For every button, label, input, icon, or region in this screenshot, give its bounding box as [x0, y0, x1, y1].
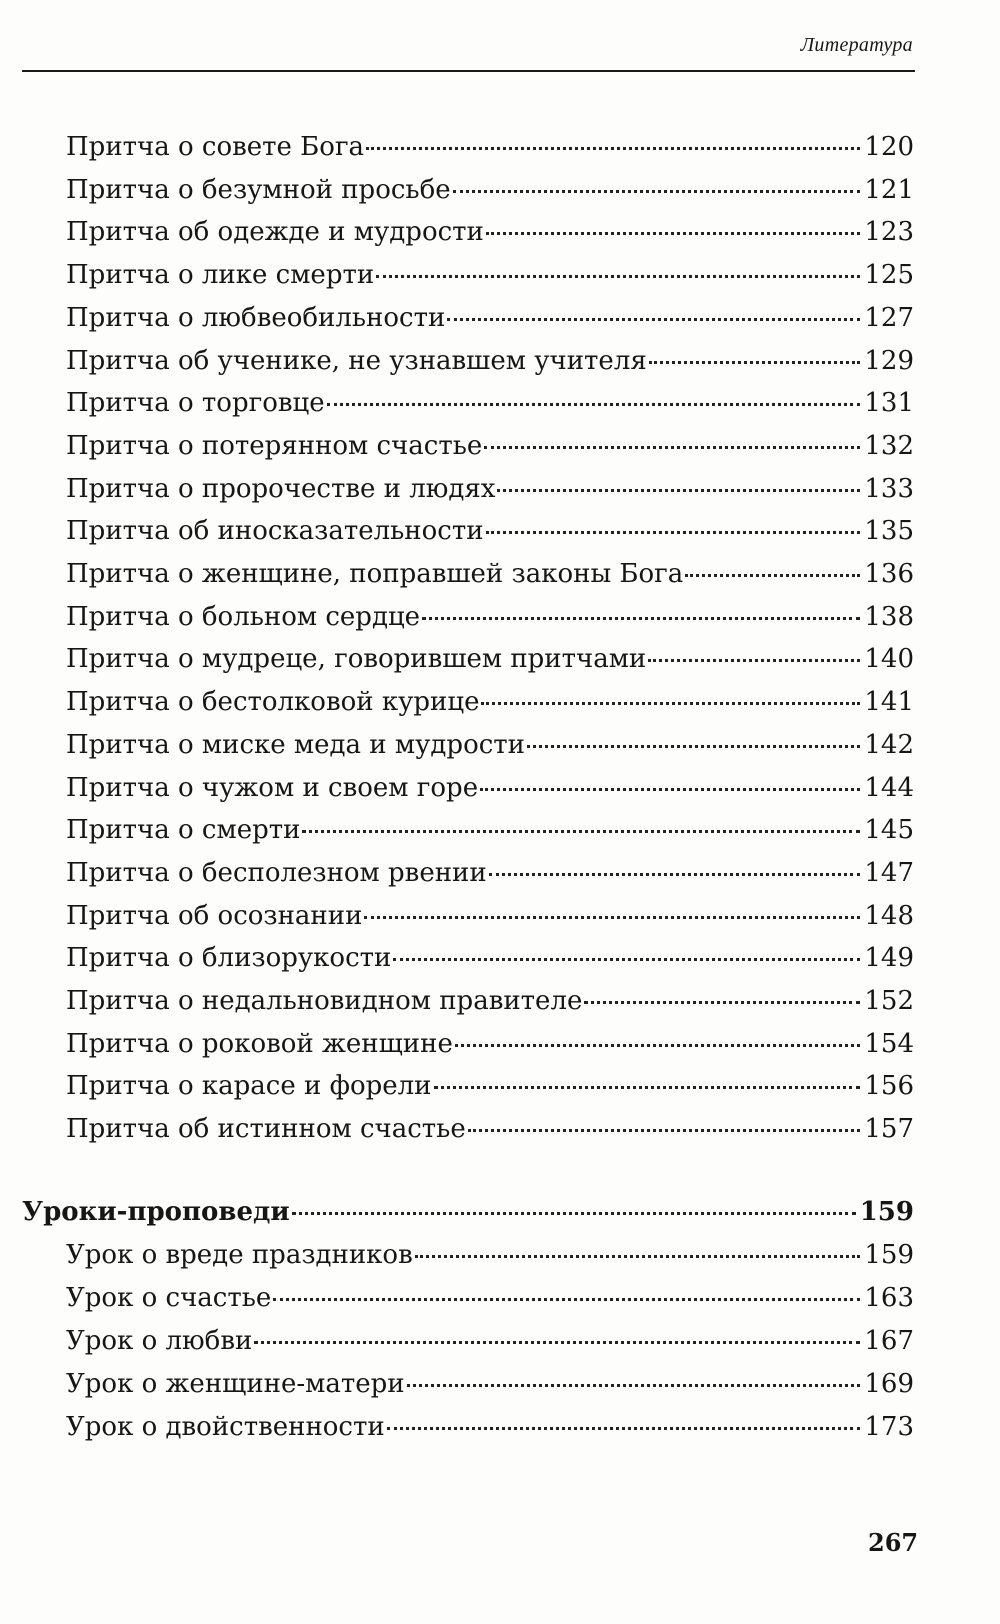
dot-leader: [486, 531, 861, 534]
toc-entry: [66, 986, 914, 1024]
toc-entry-title: Притча о карасе и форели: [66, 1071, 432, 1102]
toc-entry: [66, 602, 914, 640]
toc-entry-page: 148: [864, 900, 914, 931]
toc-entry: [66, 644, 914, 682]
toc-entry: [66, 858, 914, 896]
toc-entry: [66, 901, 914, 939]
toc-entry-page: 138: [864, 601, 914, 632]
toc-section-page: 159: [859, 1197, 914, 1227]
toc-entry-title: Урок о женщине-матери: [66, 1369, 405, 1399]
toc-entry: [66, 217, 914, 255]
toc-entry-title: Урок о счастье: [66, 1283, 272, 1313]
dot-leader: [649, 361, 861, 364]
toc-entry-title: Притча о смерти: [66, 815, 301, 846]
toc-entry-page: 163: [864, 1283, 914, 1313]
dot-leader: [486, 232, 860, 235]
toc-entry-title: Урок о любви: [66, 1326, 253, 1356]
toc-entry-page: 169: [864, 1369, 914, 1399]
toc-entry-page: 142: [864, 729, 914, 760]
toc-entry-page: 157: [864, 1114, 914, 1145]
toc-entry: [66, 303, 914, 341]
dot-leader: [685, 574, 860, 577]
toc-entry-title: Притча о женщине, поправшей законы Бога: [66, 559, 684, 589]
dot-leader: [393, 958, 860, 961]
dot-leader: [407, 1384, 861, 1387]
toc-entry-title: Притча о лике смерти: [66, 260, 375, 291]
toc-entry: [66, 474, 914, 512]
dot-leader: [292, 1212, 856, 1215]
toc-entry-page: 123: [864, 217, 914, 248]
toc-entry: [66, 388, 914, 426]
toc-entry-page: 131: [864, 388, 914, 419]
toc-entry-title: Притча о пророчестве и людях: [66, 473, 496, 504]
toc-entry-page: 145: [864, 815, 914, 846]
toc-entry: [66, 431, 914, 469]
toc-entry: [66, 815, 914, 853]
toc-entry-title: Притча об одежде и мудрости: [66, 217, 484, 248]
running-header: [22, 26, 915, 72]
toc-entry: [66, 346, 914, 384]
toc-entry-title: Притча об истинном счастье: [66, 1114, 466, 1145]
toc-entry-title: Притча об ученике, не узнавшем учителя: [66, 345, 647, 376]
toc-entry: [66, 559, 914, 597]
dot-leader: [376, 275, 860, 278]
toc-entry-title: Притча о мудреце, говорившем притчами: [66, 644, 647, 675]
toc-entry-title: Притча о роковой женщине: [66, 1028, 453, 1059]
toc-entry: [66, 773, 914, 811]
toc-entry-title: Притча о любвеобильности: [66, 302, 446, 333]
toc-entry: [66, 1071, 914, 1109]
toc-entry-title: Притча об иносказательности: [66, 516, 484, 547]
dot-leader: [468, 1129, 861, 1132]
toc-section-title: Уроки-проповеди: [22, 1197, 290, 1227]
toc-entry-page: 149: [864, 943, 914, 974]
toc-entry-page: 140: [864, 644, 914, 675]
dot-leader: [422, 617, 860, 620]
toc-entry-page: 144: [864, 772, 914, 803]
toc-entry-page: 127: [864, 302, 914, 333]
running-title: Литература: [800, 34, 913, 56]
dot-leader: [481, 702, 860, 705]
toc-entry-page: 156: [864, 1071, 914, 1102]
toc-entry-title: Притча о чужом и своем горе: [66, 772, 479, 803]
dot-leader: [648, 659, 860, 662]
dot-leader: [584, 1001, 860, 1004]
dot-leader: [434, 1086, 861, 1089]
toc-entry-page: 141: [864, 687, 914, 718]
dot-leader: [527, 745, 860, 748]
toc-entry-page: 129: [864, 345, 914, 376]
toc-entry-page: 154: [864, 1028, 914, 1059]
toc-entry-title: Притча о близорукости: [66, 943, 392, 974]
toc-entry-page: 136: [864, 559, 914, 589]
toc-entry-title: Притча о миске меда и мудрости: [66, 729, 525, 760]
dot-leader: [497, 489, 860, 492]
toc-entry: [66, 730, 914, 768]
toc-entry: [66, 1412, 914, 1450]
dot-leader: [254, 1341, 860, 1344]
toc-entry: [66, 260, 914, 298]
toc-section-heading: [22, 1197, 914, 1235]
dot-leader: [364, 916, 860, 919]
toc-entry: [66, 132, 914, 170]
toc-entry-title: Притча о потерянном счастье: [66, 430, 483, 461]
toc-entry-title: Притча об осознании: [66, 900, 363, 931]
dot-leader: [447, 318, 860, 321]
dot-leader: [455, 1044, 861, 1047]
dot-leader: [489, 873, 861, 876]
toc-entry-title: Урок о вреде праздников: [66, 1240, 413, 1270]
toc-entry-page: 120: [864, 132, 914, 162]
toc-entry-page: 133: [864, 473, 914, 504]
toc-entry-title: Притча о безумной просьбе: [66, 174, 451, 205]
dot-leader: [453, 190, 861, 193]
dot-leader: [302, 830, 860, 833]
toc-entry: [66, 943, 914, 981]
toc-entry-page: 167: [864, 1326, 914, 1356]
toc-entry-title: Притча о совете Бога: [66, 132, 365, 162]
toc-entry-title: Притча о бестолковой курице: [66, 687, 480, 718]
toc-entry-page: 152: [864, 986, 914, 1016]
toc-entry-title: Урок о двойственности: [66, 1412, 385, 1442]
dot-leader: [480, 788, 860, 791]
toc-entry-title: Притча о недальновидном правителе: [66, 986, 583, 1016]
dot-leader: [366, 147, 860, 150]
dot-leader: [327, 403, 861, 406]
toc-entry: [66, 1283, 914, 1321]
toc-entry: [66, 1114, 914, 1152]
toc-entry-page: 173: [864, 1412, 914, 1442]
dot-leader: [387, 1427, 861, 1430]
toc-entry: [66, 1326, 914, 1364]
toc-entry-page: 132: [864, 430, 914, 461]
toc-entry: [66, 175, 914, 213]
dot-leader: [484, 446, 860, 449]
toc-entry: [66, 516, 914, 554]
toc-entry-page: 135: [864, 516, 914, 547]
toc-entry-title: Притча о торговце: [66, 388, 325, 419]
toc-entry-page: 147: [864, 857, 914, 888]
toc-entry: [66, 687, 914, 725]
page-number: 267: [868, 1528, 919, 1557]
dot-leader: [273, 1298, 860, 1301]
toc-entry-page: 125: [864, 260, 914, 291]
toc-entry-page: 159: [864, 1240, 914, 1270]
toc-entry-title: Притча о бесполезном рвении: [66, 857, 487, 888]
toc-entry: [66, 1029, 914, 1067]
toc-entry: [66, 1240, 914, 1278]
toc-entry-title: Притча о больном сердце: [66, 601, 421, 632]
toc-entry-page: 121: [864, 174, 914, 205]
dot-leader: [415, 1255, 861, 1258]
toc-entry: [66, 1369, 914, 1407]
